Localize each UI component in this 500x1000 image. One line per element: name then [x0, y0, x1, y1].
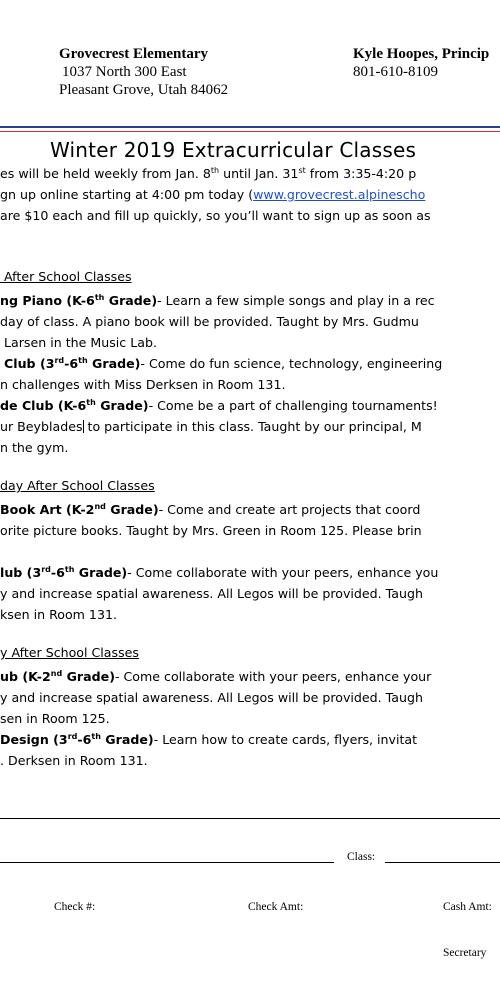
class-lego-club-lower: ub (K-2nd Grade)- Come collaborate with your peers, enhance your [0, 668, 432, 684]
class-graphic-design-line-2: . Derksen in Room 131. [0, 753, 148, 768]
class-lego-club-upper-line-2: y and increase spatial awareness. All Legos will be provided. Taugh [0, 586, 423, 601]
intro-line-3: are $10 each and fill up quickly, so you’ll want to sign up as soon as [0, 208, 431, 223]
class-beyblade-club-line-3: n the gym. [0, 440, 69, 455]
class-lego-club-upper: lub (3rd-6th Grade)- Come collaborate with your peers, enhance you [0, 564, 439, 580]
intro-line-2: gn up online starting at 4:00 pm today (www.grovecrest.alpinescho [0, 187, 426, 202]
class-beyblade-club-line-2: ur Beyblades to participate in this class. Taught by our principal, M [0, 419, 422, 434]
section-heading-3: y After School Classes [0, 645, 139, 660]
cash-amount-label: Cash Amt: [443, 901, 492, 913]
class-label: Class: [347, 851, 376, 863]
principal-name: Kyle Hoopes, Princip [353, 46, 490, 62]
address-line-1: 1037 North 300 East [62, 64, 187, 80]
name-field[interactable] [0, 862, 334, 863]
class-piano-line-3: Larsen in the Music Lab. [4, 335, 157, 350]
section-heading-2: day After School Classes [0, 478, 155, 493]
class-lego-club-upper-line-3: ksen in Room 131. [0, 607, 117, 622]
intro-line-1: es will be held weekly from Jan. 8th until Jan. 31st from 3:35-4:20 p [0, 165, 417, 181]
form-divider [0, 818, 500, 819]
school-name: Grovecrest Elementary [59, 46, 208, 62]
class-book-art-line-2: orite picture books. Taught by Mrs. Green in Room 125. Please brin [0, 523, 422, 538]
secretary-label: Secretary [443, 947, 487, 959]
class-field[interactable] [385, 862, 500, 863]
class-beyblade-club: de Club (K-6th Grade)- Come be a part of challenging tournaments! [0, 397, 438, 413]
check-amount-label: Check Amt: [248, 901, 304, 913]
class-lego-club-lower-line-2: y and increase spatial awareness. All Legos will be provided. Taugh [0, 690, 423, 705]
class-piano-line-2: day of class. A piano book will be provided. Taught by Mrs. Gudmu [0, 314, 419, 329]
class-lego-club-lower-line-3: sen in Room 125. [0, 711, 110, 726]
header-divider-red [0, 131, 500, 132]
class-stem-club: Club (3rd-6th Grade)- Come do fun science, technology, engineering [4, 355, 443, 371]
check-number-label: Check #: [54, 901, 96, 913]
header-divider-blue [0, 126, 500, 128]
address-line-2: Pleasant Grove, Utah 84062 [59, 82, 229, 98]
class-stem-club-line-2: n challenges with Miss Derksen in Room 131. [0, 377, 286, 392]
class-graphic-design: Design (3rd-6th Grade)- Learn how to create cards, flyers, invitat [0, 731, 418, 747]
section-heading-1: After School Classes [4, 269, 132, 284]
signup-link[interactable]: www.grovecrest.alpinescho [253, 187, 426, 202]
page-title: Winter 2019 Extracurricular Classes [50, 138, 417, 162]
school-phone: 801-610-8109 [353, 64, 438, 80]
class-piano: ng Piano (K-6th Grade)- Learn a few simple songs and play in a rec [0, 292, 435, 308]
class-book-art: Book Art (K-2nd Grade)- Come and create art projects that coord [0, 501, 421, 517]
